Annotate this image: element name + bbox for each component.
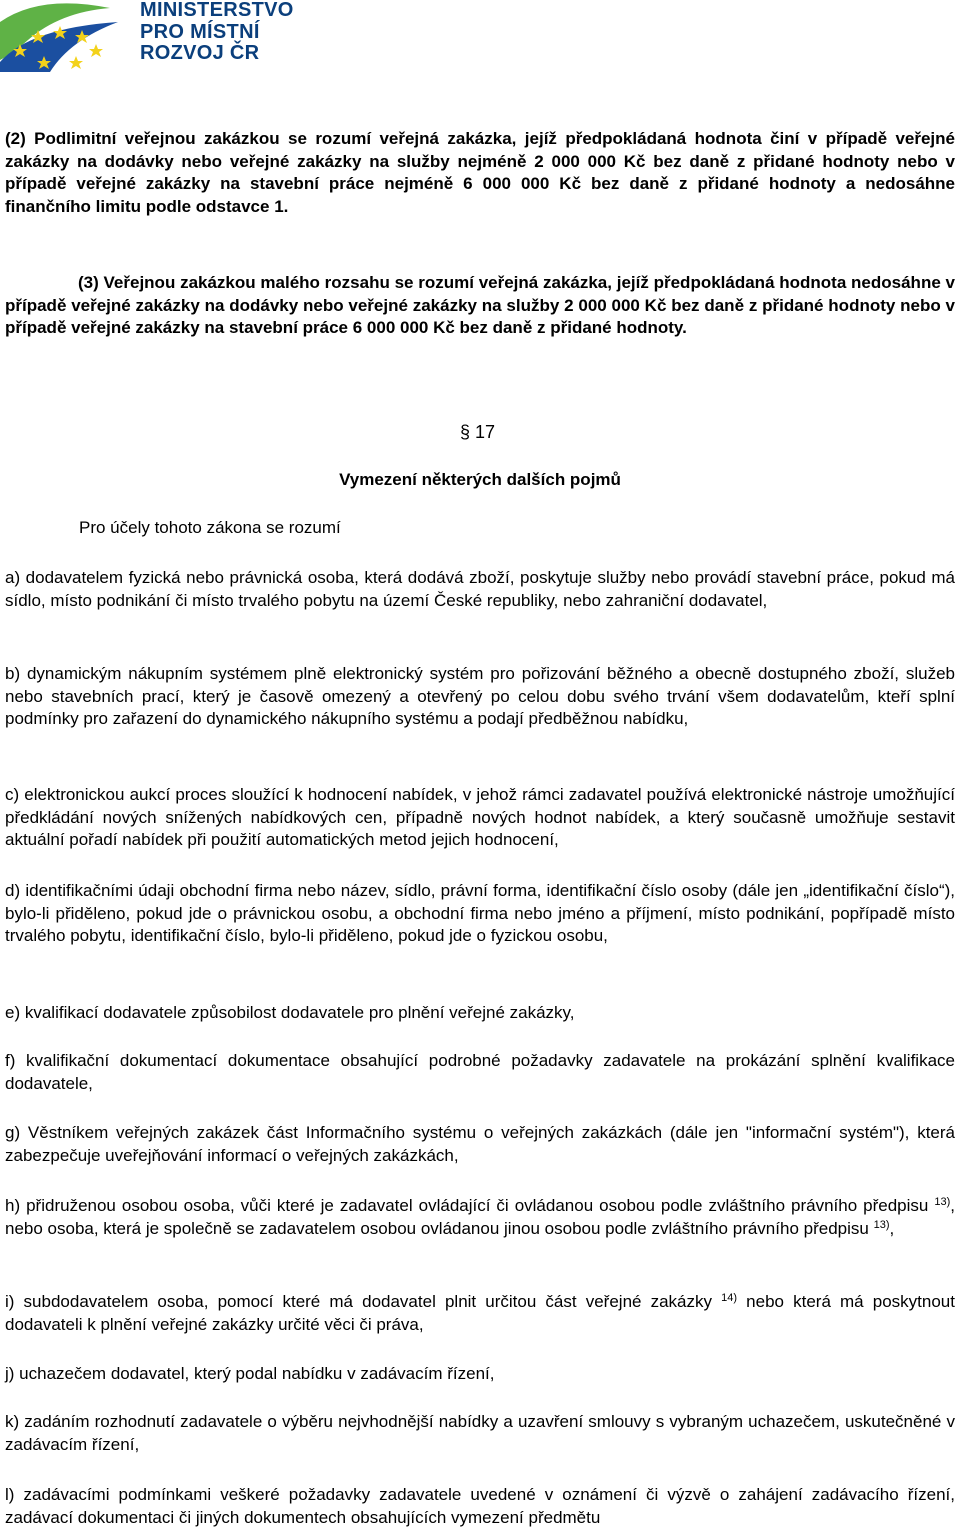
definition-k: k) zadáním rozhodnutí zadavatele o výběru nejvhodnější nabídky a uzavření smlouvy s vybraným uchazečem, uskutečněné v zadávacím řízení,	[5, 1412, 955, 1454]
section-number: § 17	[460, 422, 496, 442]
definition-h-text-2: , nebo osoba, která je společně se zadavatelem osobou ovládanou jinou osobou podle zvláštního právního předpisu	[5, 1196, 956, 1238]
footnote-ref: 14)	[721, 1292, 738, 1304]
paragraph-2: (2) Podlimitní veřejnou zakázkou se rozumí veřejná zakázka, jejíž předpokládaná hodnota činí v případě veřejné zakázky na dodávky nebo veřejné zakázky na služby nejméně 2 000 000 Kč bez daně z přidané hodnoty nebo v případě veřejné zakázky na stavební práce nejméně 6 000 000 Kč bez daně z přidané hodnoty a nedosáhne finančního limitu podle odstavce 1.	[5, 129, 955, 216]
definition-b: b) dynamickým nákupním systémem plně elektronický systém pro pořizování běžného a obecně dostupného zboží, služeb nebo stavebních prací, který je časově omezený a otevřený po celou dobu svého trvání všem dodavatelům, kteří splní podmínky pro zařazení do dynamického nákupního systému a podají předběžnou nabídku,	[5, 664, 955, 728]
definition-i-text-1: i) subdodavatelem osoba, pomocí které má dodavatel plnit určitou část veřejné zakázky	[5, 1292, 713, 1311]
definition-h	[5, 1195, 955, 1240]
eu-flag-emblem-icon	[0, 0, 130, 72]
definition-h-text-1: h) přidruženou osobou osoba, vůči které je zadavatel ovládající či ovládanou osobou podle zvláštního právního předpisu	[5, 1196, 929, 1215]
definition-e: e) kvalifikací dodavatele způsobilost dodavatele pro plnění veřejné zakázky,	[5, 1003, 575, 1022]
definition-c: c) elektronickou aukcí proces sloužící k hodnocení nabídek, v jehož rámci zadavatel používá elektronické nástroje umožňující předkládání nových snížených nabídkových cen, případně nových hodnot nabídek, a který současně umožňuje sestavit aktuální pořadí nabídek při použití automatických metod jejich hodnocení,	[5, 785, 955, 849]
logo-line-1: MINISTERSTVO	[140, 0, 294, 21]
ministry-logo	[0, 0, 300, 72]
section-intro: Pro účely tohoto zákona se rozumí	[79, 518, 341, 537]
section-title: Vymezení některých dalších pojmů	[339, 470, 621, 489]
logo-wordmark	[140, 0, 294, 65]
logo-line-2: PRO MÍSTNÍ	[140, 20, 260, 43]
definition-d: d) identifikačními údaji obchodní firma nebo název, sídlo, právní forma, identifikační číslo osoby (dále jen „identifikační číslo“), bylo-li přiděleno, pokud jde o právnickou osobu, a obchodní firma nebo jméno a příjmení, místo podnikání, popřípadě místo trvalého pobytu, identifikační číslo, bylo-li přiděleno, pokud jde o fyzickou osobu,	[5, 881, 955, 945]
definition-j: j) uchazečem dodavatel, který podal nabídku v zadávacím řízení,	[5, 1364, 495, 1383]
definition-f: f) kvalifikační dokumentací dokumentace obsahující podrobné požadavky zadavatele na prokázání splnění kvalifikace dodavatele,	[5, 1051, 955, 1093]
definition-h-text-3: ,	[889, 1218, 895, 1238]
paragraph-3: (3) Veřejnou zakázkou malého rozsahu se rozumí veřejná zakázka, jejíž předpokládaná hodnota nedosáhne v případě veřejné zakázky na dodávky nebo veřejné zakázky na služby 2 000 000 Kč bez daně z přidané hodnoty nebo v případě veřejné zakázky na stavební práce 6 000 000 Kč bez daně z přidané hodnoty.	[5, 273, 955, 337]
definition-g: g) Věstníkem veřejných zakázek část Informačního systému o veřejných zakázkách (dále jen "informační systém"), která zabezpečuje uveřejňování informací o veřejných zakázkách,	[5, 1123, 955, 1165]
footnote-ref: 13)	[934, 1196, 951, 1208]
definition-a: a) dodavatelem fyzická nebo právnická osoba, která dodává zboží, poskytuje služby nebo provádí stavební práce, pokud má sídlo, místo podnikání či místo trvalého pobytu na území České republiky, nebo zahraniční dodavatel,	[5, 568, 955, 610]
definition-l: l) zadávacími podmínkami veškeré požadavky zadavatele uvedené v oznámení či výzvě o zahájení zadávacího řízení, zadávací dokumentaci či jiných dokumentech obsahujících vymezení předmětu	[5, 1485, 955, 1527]
footnote-ref: 13)	[873, 1218, 890, 1231]
definition-i-text-2: nebo která má poskytnout dodavateli k plnění veřejné zakázky určité věci či práva,	[5, 1292, 955, 1334]
logo-line-3: ROZVOJ ČR	[140, 42, 260, 64]
definition-i	[5, 1291, 955, 1336]
